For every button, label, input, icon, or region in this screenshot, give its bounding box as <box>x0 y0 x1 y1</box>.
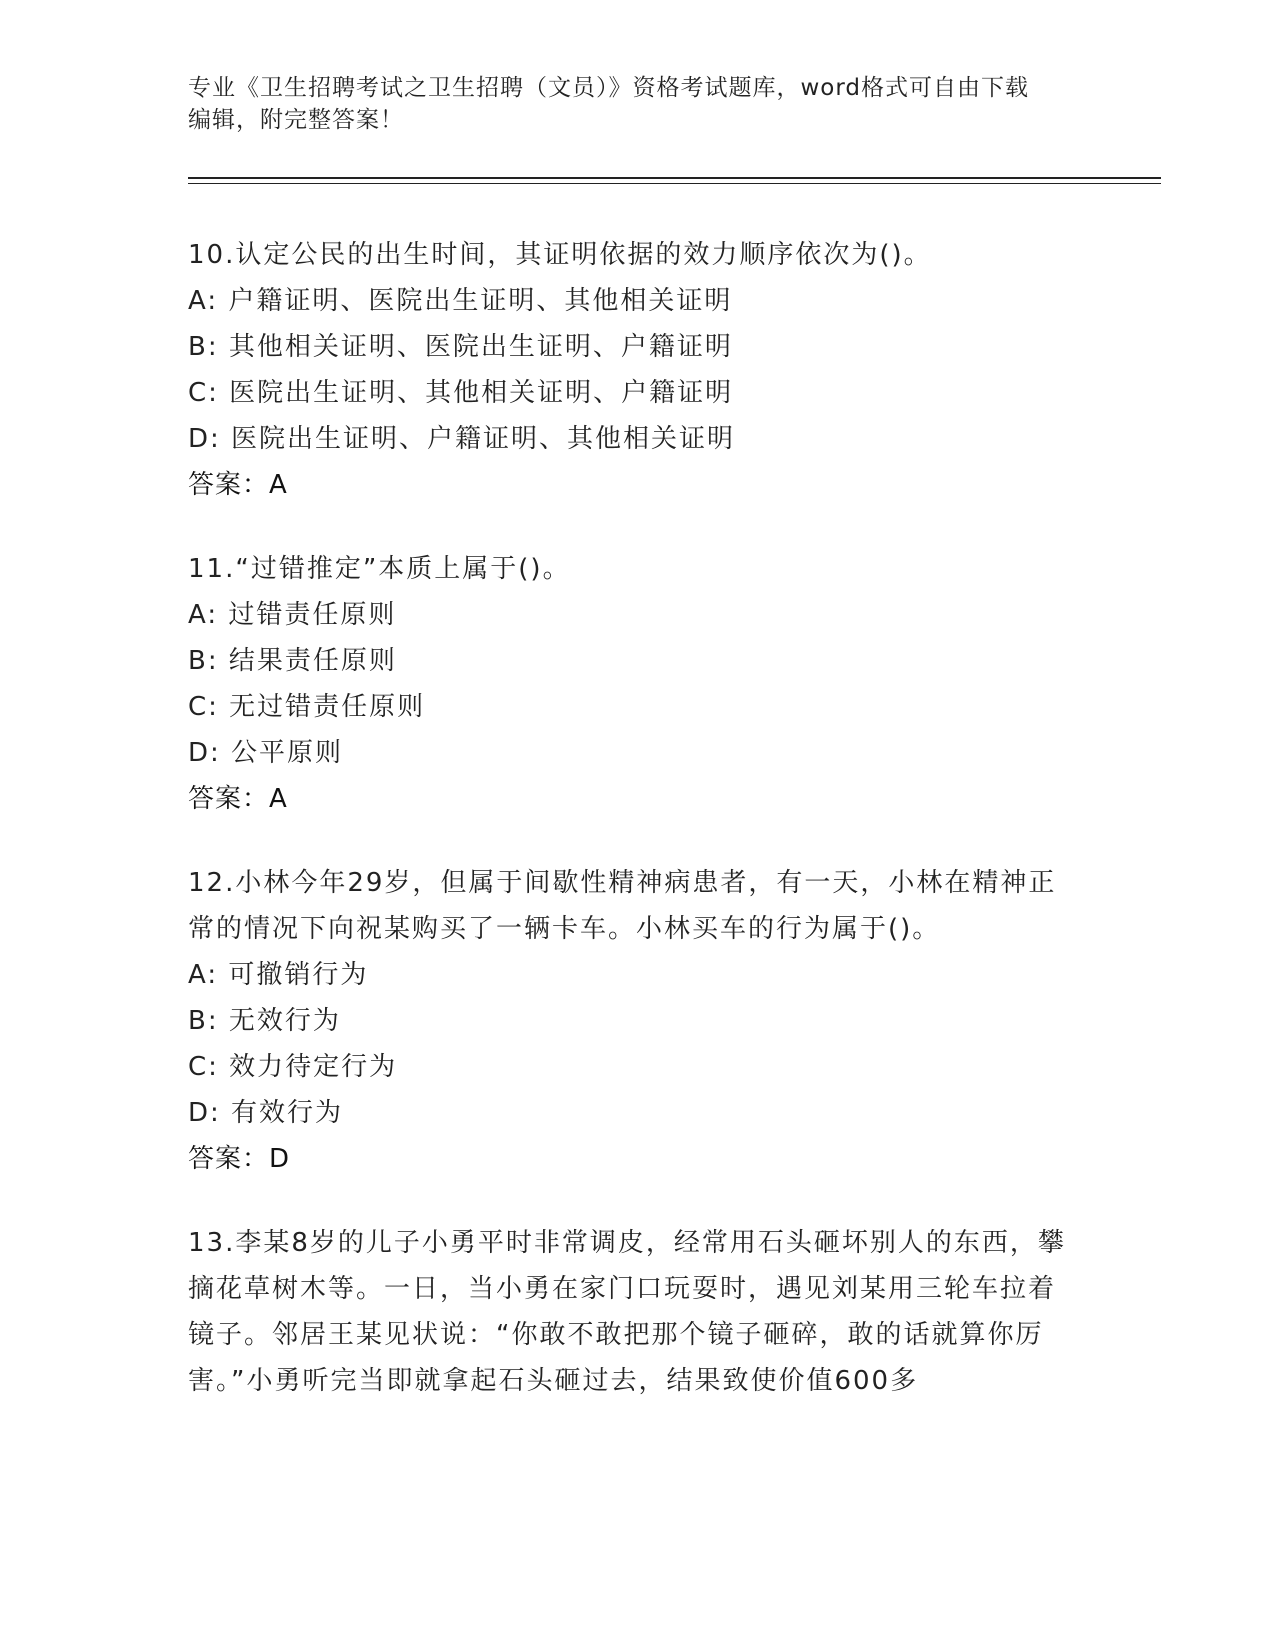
document-header <box>188 72 1088 136</box>
option-a: A: 可撤销行为 <box>188 960 369 990</box>
option-c: C: 效力待定行为 <box>188 1052 398 1082</box>
option-c: C: 医院出生证明、其他相关证明、户籍证明 <box>188 378 734 408</box>
question-10 <box>188 232 1068 508</box>
question-text: 10.认定公民的出生时间，其证明依据的效力顺序依次为()。 <box>188 240 932 270</box>
answer-label: 答案：D <box>188 1144 291 1174</box>
header-line-2: 编辑，附完整答案！ <box>188 107 404 133</box>
option-b: B: 其他相关证明、医院出生证明、户籍证明 <box>188 332 733 362</box>
header-divider-thin <box>188 183 1161 184</box>
option-b: B: 结果责任原则 <box>188 646 397 676</box>
header-line-1: 专业《卫生招聘考试之卫生招聘（文员）》资格考试题库，word格式可自由下载 <box>188 75 1030 101</box>
option-a: A: 户籍证明、医院出生证明、其他相关证明 <box>188 286 733 316</box>
question-text: 11.“过错推定”本质上属于()。 <box>188 554 571 584</box>
question-text: 13.李某8岁的儿子小勇平时非常调皮，经常用石头砸坏别人的东西，攀摘花草树木等。一日，当小勇在家门口玩耍时，遇见刘某用三轮车拉着镜子。邻居王某见状说：“你敢不敢把那个镜子砸碎，敢的话就算你厉害。”小勇听完当即就拿起石头砸过去，结果致使价值600多 <box>188 1228 1066 1396</box>
option-c: C: 无过错责任原则 <box>188 692 426 722</box>
answer-label: 答案：A <box>188 784 288 814</box>
option-d: D: 有效行为 <box>188 1098 344 1128</box>
question-list <box>188 232 1068 1442</box>
option-b: B: 无效行为 <box>188 1006 341 1036</box>
question-text: 12.小林今年29岁，但属于间歇性精神病患者，有一天，小林在精神正常的情况下向祝某购买了一辆卡车。小林买车的行为属于()。 <box>188 868 1057 944</box>
question-12 <box>188 860 1068 1182</box>
question-13 <box>188 1220 1068 1404</box>
header-divider-thick <box>188 177 1161 179</box>
option-a: A: 过错责任原则 <box>188 600 397 630</box>
question-11 <box>188 546 1068 822</box>
option-d: D: 医院出生证明、户籍证明、其他相关证明 <box>188 424 736 454</box>
option-d: D: 公平原则 <box>188 738 344 768</box>
answer-label: 答案：A <box>188 470 288 500</box>
